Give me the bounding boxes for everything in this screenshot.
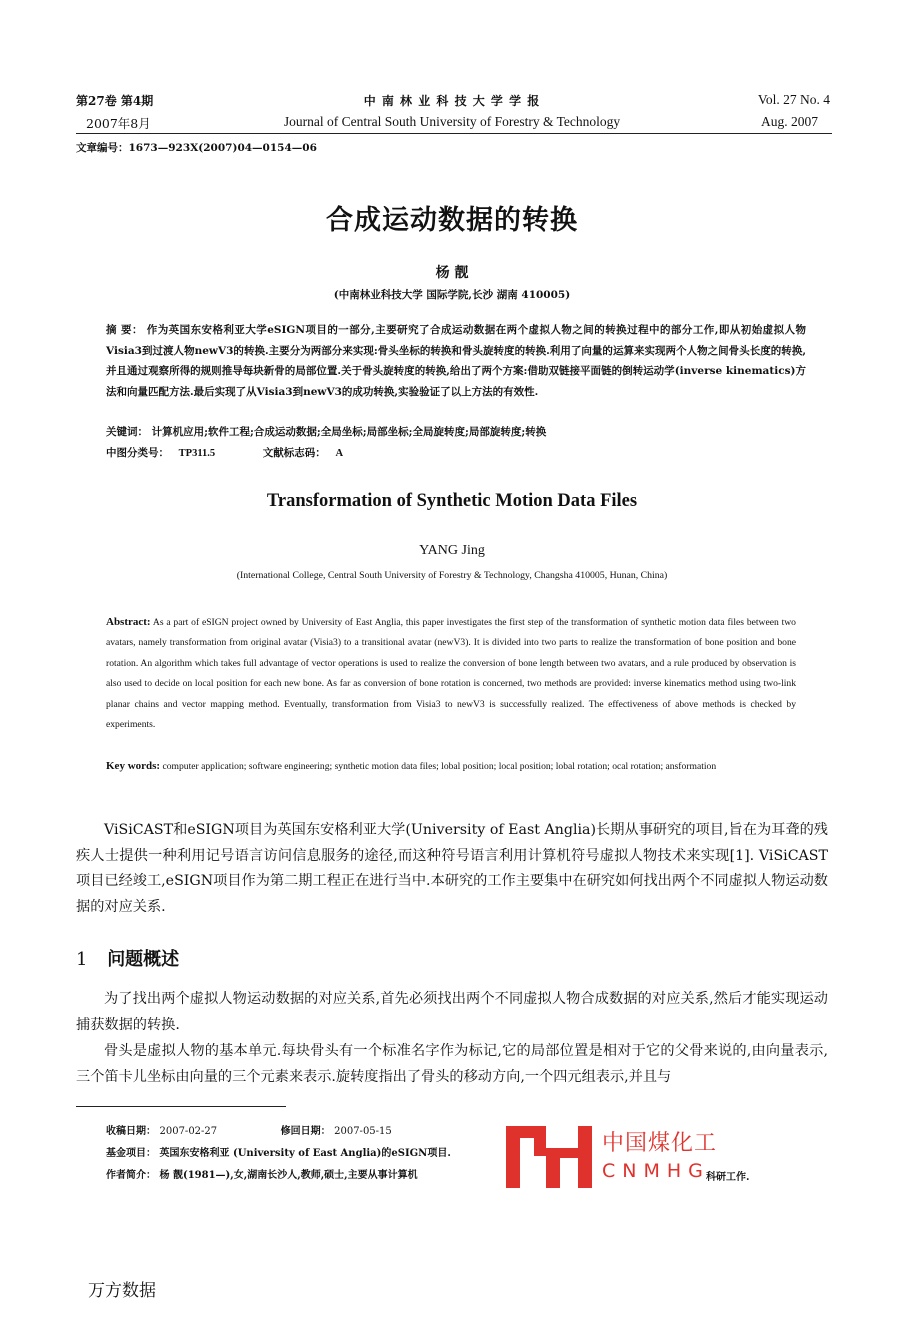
watermark-text-cn: 中国煤化工	[602, 1131, 718, 1156]
author-bio-label: 作者简介：	[106, 1170, 156, 1181]
affiliation-en: (International College, Central South University of Forestry & Technology, Changsha 410005, Hunan, China)	[236, 570, 668, 581]
classification-value: TP311.5	[178, 448, 216, 459]
abstract-en-label: Abstract:	[106, 616, 151, 628]
received-date: 2007-02-27	[159, 1126, 218, 1137]
abstract-cn-text: 作为英国东安格利亚大学eSIGN项目的一部分,主要研究了合成运动数据在两个虚拟人物之间的转换过程中的部分工作,即从初始虚拟人物Visia3到过渡人物newV3的转换.主要分为两部分来实现:骨头坐标的转换和骨头旋转度的转换.利用了向量的运算来实现两个人物之间骨头长度的转换,并且通过观察所得的规则推导每块新骨的局部位置.关于骨头旋转度的转换,给出了两个方案:借助双链接平面链的倒转运动学(inverse kinematics)方法和向量匹配方法.最后实现了从Visia3到newV3的成功转换,实验验证了以上方法的有效性.	[106, 324, 806, 398]
watermark-text-en: CNMHG	[602, 1160, 710, 1182]
section-1-title: 问题概述	[107, 949, 180, 970]
section-1-paragraph-1: 为了找出两个虚拟人物运动数据的对应关系,首先必须找出两个不同虚拟人物合成数据的对应关系,然后才能实现运动捕获数据的转换.	[76, 991, 828, 1033]
keywords-cn	[106, 422, 806, 443]
affiliation-cn: (中南林业科技大学 国际学院,长沙 湖南 410005)	[333, 289, 571, 301]
received-label: 收稿日期：	[106, 1126, 156, 1137]
keywords-en	[106, 756, 796, 777]
keywords-cn-label: 关键词：	[106, 426, 148, 438]
journal-title-en: Journal of Central South University of Forestry & Technology	[283, 114, 621, 129]
classification-row	[106, 443, 343, 465]
footnote-author	[106, 1166, 418, 1181]
author-bio-text: 杨 靓(1981—),女,湖南长沙人,教师,硕士,主要从事计算机	[159, 1170, 418, 1181]
section-1-number: 1	[76, 949, 88, 970]
footnote-fund	[106, 1144, 451, 1159]
doc-code-value: A	[335, 448, 344, 459]
classification-label: 中图分类号：	[106, 447, 169, 459]
footnote-dates	[106, 1122, 392, 1137]
fund-text: 英国东安格利亚 (University of East Anglia)的eSIGN项目.	[159, 1148, 451, 1159]
abstract-en-text: As a part of eSIGN project owned by University of East Anglia, this paper investigates the first step of the transformation of synthetic motion data files between two avatars, namely transformation from original avatar (Visia3) to a transitional avatar (newV3). It is divided into two parts to realize the transformation of bone position and bone rotation. An algorithm which takes full advantage of vector operations is used to realize the conversion of bone length between two avatars, and a rule produced by observation is also used to decide on local position for each new bone. As far as conversion of bone rotation is concerned, two methods are provided: inverse kinematics method using two-link planar chains and vector mapping method. Eventually, transformation from Visia3 to newV3 is successfully realized. The effectiveness of above methods is checked by experiments.	[106, 617, 796, 731]
abstract-cn-label: 摘 要：	[106, 324, 143, 336]
source-label: 万方数据	[88, 1281, 156, 1301]
date-en: Aug. 2007	[761, 114, 818, 129]
abstract-en	[106, 612, 796, 735]
volume-issue-cn: 第27卷 第4期	[76, 94, 154, 108]
keywords-en-label: Key words:	[106, 760, 161, 772]
footnote-rule	[76, 1106, 286, 1107]
header-rule	[76, 133, 832, 134]
section-1-paragraph-2: 骨头是虚拟人物的基本单元.每块骨头有一个标准名字作为标记,它的局部位置是相对于它的父骨来说的,由向量表示,三个笛卡儿坐标由向量的三个元素来表示.旋转度指出了骨头的移动方向,一个四元组表示,并且与	[76, 1043, 828, 1085]
title-en: Transformation of Synthetic Motion Data Files	[266, 491, 638, 511]
volume-issue-en: Vol. 27 No. 4	[757, 92, 830, 107]
author-en: YANG Jing	[419, 543, 485, 558]
author-bio-tail: 科研工作.	[706, 1172, 750, 1183]
keywords-cn-text: 计算机应用;软件工程;合成运动数据;全局坐标;局部坐标;全局旋转度;局部旋转度;转换	[151, 426, 547, 438]
journal-title-cn: 中 南 林 业 科 技 大 学 学 报	[363, 94, 541, 108]
revised-date: 2007-05-15	[334, 1126, 392, 1137]
abstract-cn	[106, 320, 806, 402]
doc-code-label: 文献标志码：	[262, 447, 326, 459]
intro-paragraph: ViSiCAST和eSIGN项目为英国东安格利亚大学(University of East Anglia)长期从事研究的项目,旨在为耳聋的残疾人士提供一种利用记号语言访问信息服务的途径,而这种符号语言利用计算机符号虚拟人物技术来实现[1]. ViSiCAST项目已经竣工,eSIGN项目作为第二期工程正在进行当中.本研究的工作主要集中在研究如何找出两个不同虚拟人物运动数据的对应关系.	[76, 822, 828, 915]
section-1-heading	[76, 945, 179, 971]
title-cn: 合成运动数据的转换	[326, 205, 578, 236]
date-cn: 2007年8月	[86, 116, 151, 131]
keywords-en-text: computer application; software engineering; synthetic motion data files; lobal position; local position; lobal rotation; ocal rotation; ansformation	[162, 761, 717, 772]
watermark-logo-icon	[500, 1126, 596, 1188]
author-cn: 杨 靓	[435, 265, 469, 281]
article-number: 文章编号：1673—923X(2007)04—0154—06	[76, 142, 317, 154]
fund-label: 基金项目：	[106, 1148, 156, 1159]
revised-label: 修回日期：	[280, 1126, 331, 1137]
